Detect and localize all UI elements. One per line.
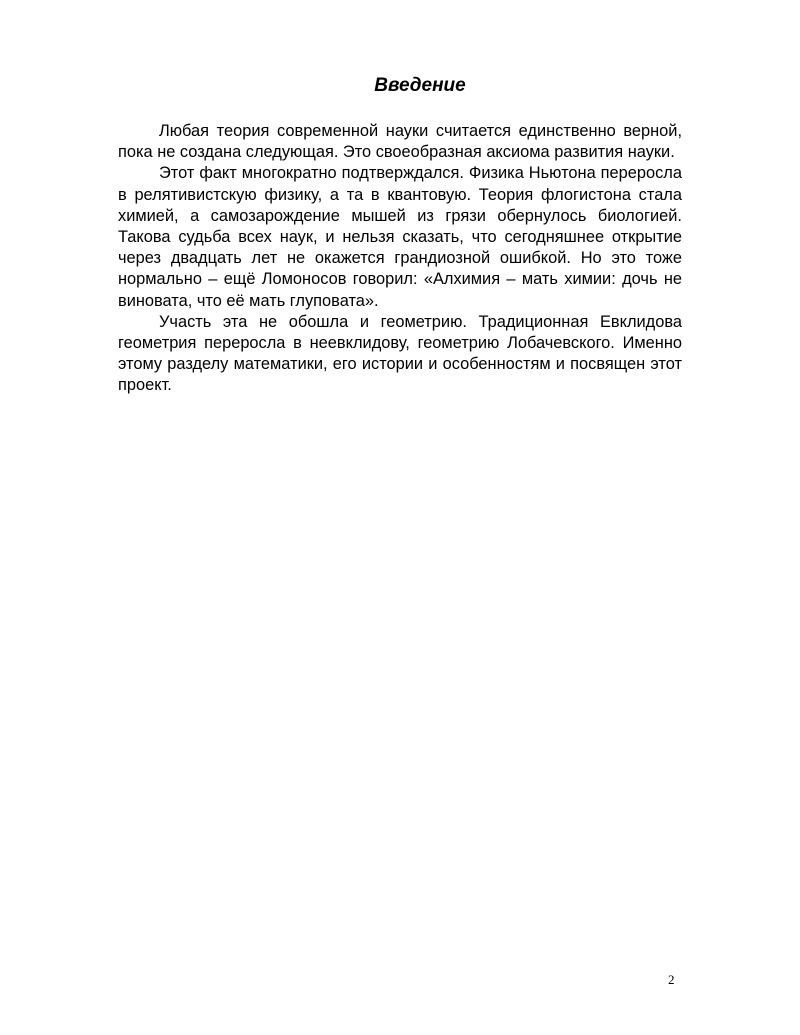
paragraph-2: Этот факт многократно подтверждался. Физика Ньютона переросла в релятивистскую физику, а та в квантовую. Теория флогистона стала химией, а самозарождение мышей из грязи обернулось биологией. Такова судьба всех наук, и нельзя сказать, что сегодняшнее открытие через двадцать лет не окажется грандиозной ошибкой. Но это тоже нормально – ещё Ломоносов говорил: «Алхимия – мать химии: дочь не виновата, что её мать глуповата». [118, 164, 682, 310]
paragraph-1: Любая теория современной науки считается единственно верной, пока не создана следующая. Это своеобразная аксиома развития науки. [118, 122, 682, 162]
paragraph-3: Участь эта не обошла и геометрию. Традиционная Евклидова геометрия переросла в неевклидову, геометрию Лобачевского. Именно этому разделу математики, его истории и особенностям и посвящен этот проект. [118, 312, 682, 395]
page-number: 2 [668, 972, 675, 987]
document-body [118, 121, 682, 397]
page-title: Введение [374, 75, 466, 96]
